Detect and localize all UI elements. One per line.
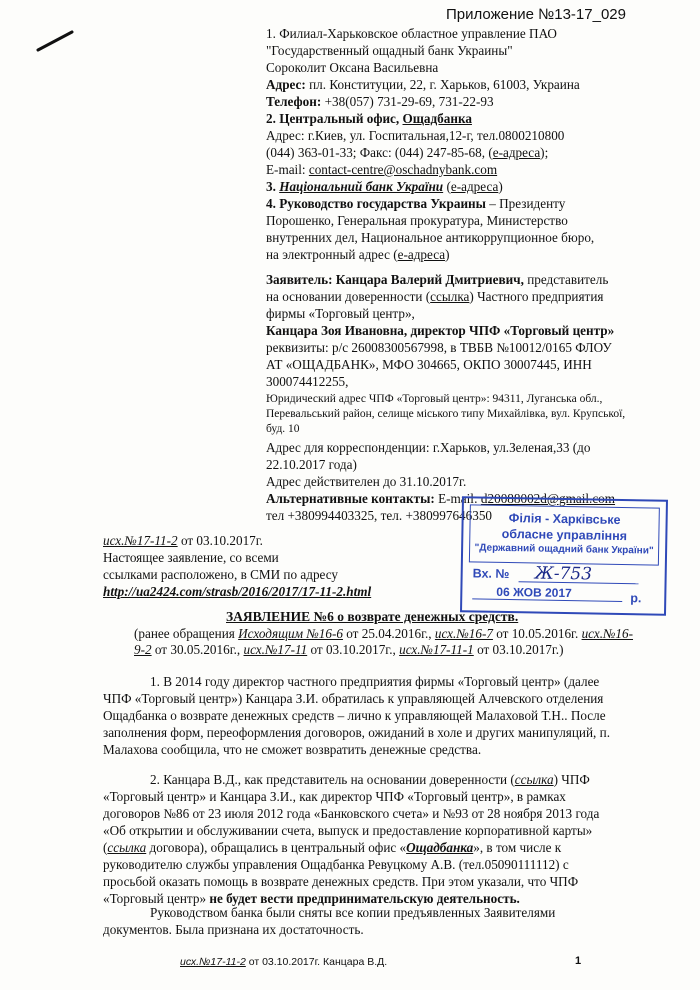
para2-line1-text: 2. Канцара В.Д., как представитель на основании доверенности ( <box>150 772 515 787</box>
ref-link-17-11-1[interactable]: исх.№17-11-1 <box>399 642 474 657</box>
address-label: Адрес: <box>266 77 306 92</box>
para1-line3: Ощадбанка о возврате денежных средств – лично к управляющей Малаховой Т.Н.. После <box>103 708 606 723</box>
alt-email-label: E-mail: <box>434 491 481 506</box>
legal-address-line2: Перевальський район, селище міського типу Михайлівка, вул. Крупської, <box>266 408 626 420</box>
e-address-close: ) <box>445 247 450 262</box>
para2-line8-bold: не будет вести предпринимательскую деятельность. <box>206 891 520 906</box>
email-label: E-mail: <box>266 162 309 177</box>
ref-line4 <box>103 583 371 600</box>
requisites-line3: 300074412255, <box>266 374 349 389</box>
addressee-4-line2: Порошенко, Генеральная прокуратура, Министерство <box>266 213 568 228</box>
addressee-1-line3: Сороколит Оксана Васильевна <box>266 60 439 75</box>
appendix-label: Приложение №13-17_029 <box>446 6 626 23</box>
footer-ref <box>180 956 387 968</box>
contract-link[interactable]: ссылка <box>107 840 147 855</box>
addressee-2-email <box>266 161 497 178</box>
ref-link-16-9-2-part1[interactable]: исх.№16- <box>581 626 634 641</box>
ref-line2: Настоящее заявление, со всеми <box>103 550 279 565</box>
para1-line2: ЧПФ «Торговый центр») Канцара З.И. обратилась к управляющей Алчевского отделения <box>103 691 604 706</box>
title-sub-date5: от 03.10.2017г.) <box>473 642 564 657</box>
stamp-line2: обласне управління <box>501 526 628 544</box>
title-sub-date2: от 10.05.2016г. <box>492 626 582 641</box>
addressee-1-phone <box>266 93 494 110</box>
phone-value: +38(057) 731-29-69, 731-22-93 <box>321 94 494 109</box>
applicant-line3: фирмы «Торговый центр», <box>266 306 415 321</box>
title-sub-line2 <box>134 641 564 658</box>
stamp-line3: "Державний ощадний банк України" <box>474 542 654 557</box>
legal-address-line1: Юридический адрес ЧПФ «Торговый центр»: 94311, Луганська обл., <box>266 393 603 405</box>
statement-title: ЗАЯВЛЕНИЕ №6 о возврате денежных средств. <box>226 609 519 624</box>
address-value: пл. Конституции, 22, г. Харьков, 61003, Украина <box>305 77 580 92</box>
para1-line4: заполнения форм, переоформления договоров, ожиданий в холе и других манипуляций, п. <box>103 725 610 740</box>
title-sub-line1 <box>134 625 633 642</box>
applicant-line1 <box>266 271 608 288</box>
ref-doc-link[interactable]: исх.№17-11-2 <box>103 533 178 548</box>
addressee-1-line2: "Государственный ощадный банк Украины" <box>266 43 513 58</box>
para3-line1: Руководством банка были сняты все копии предъявленных Заявителями <box>150 905 556 920</box>
address-valid-until: Адрес действителен до 31.10.2017г. <box>266 474 467 489</box>
phones-text: (044) 363-01-33; Факс: (044) 247-85-68, ( <box>266 145 493 160</box>
stamp-date-suffix: р. <box>630 591 642 606</box>
para2-line5 <box>103 839 561 856</box>
para2-line2: «Торговый центр» и Канцара З.И., как директор ЧПФ «Торговый центр», в рамках <box>103 789 566 804</box>
proxy-link[interactable]: ссылка <box>514 772 554 787</box>
addressee-1-address <box>266 76 580 93</box>
incoming-stamp <box>460 496 668 616</box>
title-sub-date1: от 25.04.2016г., <box>342 626 435 641</box>
director-name: Канцара Зоя Ивановна, директор ЧПФ «Торговый центр» <box>266 323 615 338</box>
addressee-4-line4 <box>266 246 449 263</box>
ref-link-16-6[interactable]: Исходящим №16-6 <box>238 626 343 641</box>
addressee-2-title <box>266 110 472 127</box>
title-sub-prefix: (ранее обращения <box>134 626 239 641</box>
addressee-4-president: – Президенту <box>485 196 566 211</box>
page-number: 1 <box>575 955 582 967</box>
alt-phones: тел +380994403325, тел. +380997646350 <box>266 508 493 523</box>
para2-line6: руководителю службы управления Ощадбанка Ревуцкому А.В. (тел.05090111112) с <box>103 857 569 872</box>
para2-line4: «Об открытии и обслуживании счета, выпуск и предоставление корпоративной карты» <box>103 823 593 838</box>
addressee-1-line1: 1. Филиал-Харьковское областное управление ПАО <box>266 26 557 41</box>
ref-line3: ссылками расположено, в СМИ по адресу <box>103 567 338 582</box>
stamp-handwritten-number: Ж-753 <box>534 563 593 585</box>
title-sub-date3: от 30.05.2016г., <box>151 642 244 657</box>
e-address-link[interactable]: е-адреса <box>450 179 499 194</box>
pen-mark <box>36 28 76 52</box>
para2-line1-end: ) ЧПФ <box>553 772 590 787</box>
addressee-4-title: 4. Руководство государства Украины <box>266 196 486 211</box>
e-address-prefix: на электронный адрес ( <box>266 247 398 262</box>
applicant-name: Заявитель: Канцара Валерий Дмитриевич, <box>266 272 524 287</box>
nbu-link[interactable]: Національний банк України <box>279 179 444 194</box>
addressee-3-num: 3. <box>266 179 280 194</box>
para2-line5-text: договора), обращались в центральный офис « <box>146 840 407 855</box>
alt-email-link[interactable]: d20088002d@gmail.com <box>480 491 616 506</box>
applicant-role: представитель <box>523 272 609 287</box>
footer-text: от 03.10.2017г. Канцара В.Д. <box>245 956 388 968</box>
mail-address-line2: 22.10.2017 года) <box>266 457 357 472</box>
oschadbank-link[interactable]: Ощадбанка <box>402 111 472 126</box>
para2-line1 <box>150 771 590 788</box>
addressee-2-num: 2. Центральный офис, <box>266 111 403 126</box>
addressee-2-phones <box>266 144 548 161</box>
para1-line1: 1. В 2014 году директор частного предприятия фирмы «Торговый центр» (далее <box>150 674 600 689</box>
applicant-line2 <box>266 288 603 305</box>
ref-link-16-7[interactable]: исх.№16-7 <box>434 626 493 641</box>
requisites-line1: реквизиты: р/с 26008300567998, в ТВБВ №10012/0165 ФЛОУ <box>266 340 612 355</box>
proxy-link[interactable]: ссылка <box>430 289 470 304</box>
title-sub-date4: от 03.10.2017г., <box>307 642 400 657</box>
ref-line1 <box>103 532 263 549</box>
stamp-date-month: ЖОВ 2017 <box>512 585 572 601</box>
footer-ref-link[interactable]: исх.№17-11-2 <box>180 956 246 968</box>
para2-line7: просьбой оказать помощь в возврате денежных средств. При этом указали, что ЧПФ <box>103 874 579 889</box>
para1-line5: Малахова сообщила, что не сможет возвратить денежные средства. <box>103 742 482 757</box>
legal-address-line3: буд. 10 <box>266 423 300 435</box>
para2-line5-open: ( <box>103 840 108 855</box>
ref-url-link[interactable]: http://ua2424.com/strasb/2016/2017/17-11-2.html <box>103 584 372 599</box>
stamp-date-day: 06 <box>496 584 510 600</box>
addressee-3-open: ( <box>443 179 451 194</box>
phone-label: Телефон: <box>266 94 322 109</box>
stamp-date <box>496 585 572 600</box>
oschadbank-link[interactable]: Ощадбанка <box>406 840 474 855</box>
proxy-text-end: ) Частного предприятия <box>469 289 604 304</box>
e-address-link[interactable]: е-адреса <box>397 247 446 262</box>
para2-line3: договоров №86 от 23 июля 2012 года «Банковского счета» и №93 от 28 ноября 2013 года <box>103 806 600 821</box>
phones-close: ); <box>540 145 549 160</box>
requisites-line2: АТ «ОЩАДБАНК», МФО 304665, ОКПО 30007445, ИНН <box>266 357 592 372</box>
para2-line8-company: «Торговый центр» <box>103 891 207 906</box>
mail-address-line1: Адрес для корреспонденции: г.Харьков, ул.Зеленая,33 (до <box>266 440 591 455</box>
alt-contacts-label: Альтернативные контакты: <box>266 491 435 506</box>
e-address-link[interactable]: е-адреса <box>492 145 541 160</box>
para3-line2: документов. Была признана их достаточность. <box>103 922 364 937</box>
email-link[interactable]: contact-centre@oschadnybank.com <box>308 162 498 177</box>
para2-line5-end: », в том числе к <box>473 840 562 855</box>
addressee-4-line3: внутренних дел, Национальное антикоррупционное бюро, <box>266 230 595 245</box>
addressee-3 <box>266 178 503 195</box>
addressee-4-line1 <box>266 195 565 212</box>
ref-link-17-11[interactable]: исх.№17-11 <box>243 642 308 657</box>
proxy-text: на основании доверенности ( <box>266 289 431 304</box>
ref-date: от 03.10.2017г. <box>177 533 263 548</box>
stamp-incoming-label: Вх. № <box>472 566 510 582</box>
addressee-2-address: Адрес: г.Киев, ул. Госпитальная,12-г, тел.0800210800 <box>266 128 565 143</box>
stamp-line1: Філія - Харківське <box>508 511 621 527</box>
ref-link-16-9-2-part2[interactable]: 9-2 <box>134 642 152 657</box>
addressee-3-close: ) <box>498 179 503 194</box>
